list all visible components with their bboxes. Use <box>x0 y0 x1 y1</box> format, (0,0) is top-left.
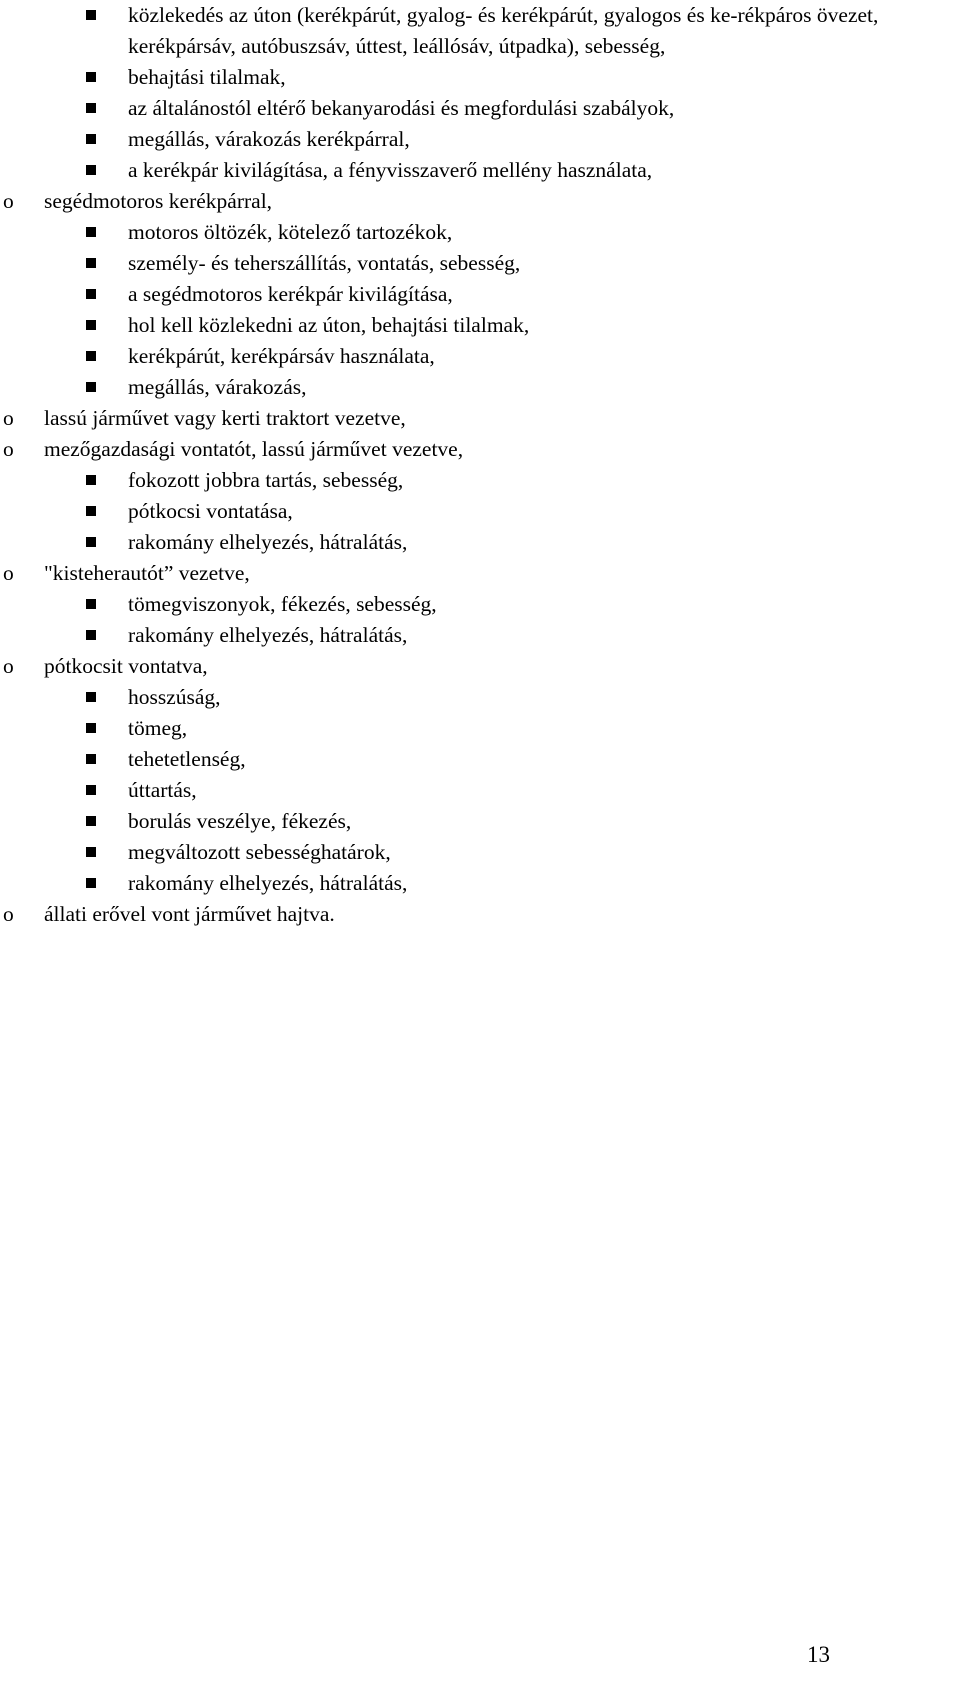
list-item-level-3 <box>0 372 960 403</box>
list-item-level-3 <box>0 310 960 341</box>
list-item-text: az általánostól eltérő bekanyarodási és megfordulási szabályok, <box>128 96 675 120</box>
square-bullet-icon <box>86 816 96 826</box>
list-item-level-3 <box>0 155 960 186</box>
list-item-level-3 <box>0 341 960 372</box>
circle-bullet-icon: o <box>3 406 14 430</box>
circle-bullet-icon: o <box>3 561 14 585</box>
square-bullet-icon <box>86 878 96 888</box>
list-item-text: motoros öltözék, kötelező tartozékok, <box>128 220 453 244</box>
list-item-level-3 <box>0 248 960 279</box>
list-item-text: pótkocsit vontatva, <box>44 654 208 678</box>
list-item-text: borulás veszélye, fékezés, <box>128 809 352 833</box>
list-item-level-3 <box>0 868 960 899</box>
list-item-text: tehetetlenség, <box>128 747 246 771</box>
list-item-text: fokozott jobbra tartás, sebesség, <box>128 468 404 492</box>
list-item-text: tömeg, <box>128 716 188 740</box>
square-bullet-icon <box>86 599 96 609</box>
square-bullet-icon <box>86 506 96 516</box>
list-item-text: megállás, várakozás, <box>128 375 307 399</box>
list-item-text: állati erővel vont járművet hajtva. <box>44 902 335 926</box>
square-bullet-icon <box>86 289 96 299</box>
list-item-level-3 <box>0 806 960 837</box>
list-item-level-2 <box>0 403 960 434</box>
list-item-level-3 <box>0 713 960 744</box>
list-item-level-3 <box>0 217 960 248</box>
list-item-text: rakomány elhelyezés, hátralátás, <box>128 530 408 554</box>
square-bullet-icon <box>86 537 96 547</box>
list-item-text: hosszúság, <box>128 685 221 709</box>
list-item-text: közlekedés az úton (kerékpárút, gyalog- és kerékpárút, gyalogos és ke-rékpáros övezet, kerékpársáv, autóbuszsáv, úttest, leállósáv, útpadka), sebesség, <box>128 3 879 58</box>
square-bullet-icon <box>86 72 96 82</box>
list-item-level-2 <box>0 558 960 589</box>
circle-bullet-icon: o <box>3 654 14 678</box>
list-item-level-3 <box>0 837 960 868</box>
list-item-level-3 <box>0 744 960 775</box>
square-bullet-icon <box>86 165 96 175</box>
list-item-text: a segédmotoros kerékpár kivilágítása, <box>128 282 453 306</box>
square-bullet-icon <box>86 227 96 237</box>
square-bullet-icon <box>86 692 96 702</box>
square-bullet-icon <box>86 785 96 795</box>
list-item-level-2 <box>0 434 960 465</box>
list-item-level-3 <box>0 465 960 496</box>
list-item-text: megváltozott sebességhatárok, <box>128 840 391 864</box>
circle-bullet-icon: o <box>3 902 14 926</box>
square-bullet-icon <box>86 630 96 640</box>
circle-bullet-icon: o <box>3 189 14 213</box>
square-bullet-icon <box>86 320 96 330</box>
list-item-level-3 <box>0 93 960 124</box>
list-item-text: lassú járművet vagy kerti traktort vezetve, <box>44 406 406 430</box>
list-item-text: a kerékpár kivilágítása, a fényvisszaverő mellény használata, <box>128 158 653 182</box>
list-item-level-3 <box>0 682 960 713</box>
list-item-level-3 <box>0 775 960 806</box>
square-bullet-icon <box>86 10 96 20</box>
square-bullet-icon <box>86 723 96 733</box>
square-bullet-icon <box>86 382 96 392</box>
page-number: 13 <box>807 1642 830 1667</box>
list-item-text: mezőgazdasági vontatót, lassú járművet vezetve, <box>44 437 464 461</box>
list-item-text: pótkocsi vontatása, <box>128 499 293 523</box>
list-item-level-3 <box>0 620 960 651</box>
list-item-level-3 <box>0 527 960 558</box>
list-item-level-3 <box>0 124 960 155</box>
list-item-level-2 <box>0 186 960 217</box>
list-item-text: hol kell közlekedni az úton, behajtási tilalmak, <box>128 313 530 337</box>
list-item-text: rakomány elhelyezés, hátralátás, <box>128 623 408 647</box>
square-bullet-icon <box>86 351 96 361</box>
square-bullet-icon <box>86 475 96 485</box>
list-item-level-3 <box>0 62 960 93</box>
square-bullet-icon <box>86 134 96 144</box>
list-item-text: behajtási tilalmak, <box>128 65 286 89</box>
list-item-text: személy- és teherszállítás, vontatás, sebesség, <box>128 251 521 275</box>
square-bullet-icon <box>86 258 96 268</box>
square-bullet-icon <box>86 847 96 857</box>
list-item-text: rakomány elhelyezés, hátralátás, <box>128 871 408 895</box>
circle-bullet-icon: o <box>3 437 14 461</box>
list-item-level-3 <box>0 279 960 310</box>
list-item-text: tömegviszonyok, fékezés, sebesség, <box>128 592 437 616</box>
list-item-text: megállás, várakozás kerékpárral, <box>128 127 410 151</box>
list-item-level-3 <box>0 0 960 62</box>
list-item-level-3 <box>0 496 960 527</box>
list-item-text: segédmotoros kerékpárral, <box>44 189 273 213</box>
list-item-text: kerékpárút, kerékpársáv használata, <box>128 344 435 368</box>
list-item-level-2 <box>0 651 960 682</box>
list-item-level-3 <box>0 589 960 620</box>
square-bullet-icon <box>86 754 96 764</box>
list-item-text: úttartás, <box>128 778 197 802</box>
square-bullet-icon <box>86 103 96 113</box>
list-item-text: "kisteherautót” vezetve, <box>44 561 250 585</box>
list-item-level-2 <box>0 899 960 930</box>
